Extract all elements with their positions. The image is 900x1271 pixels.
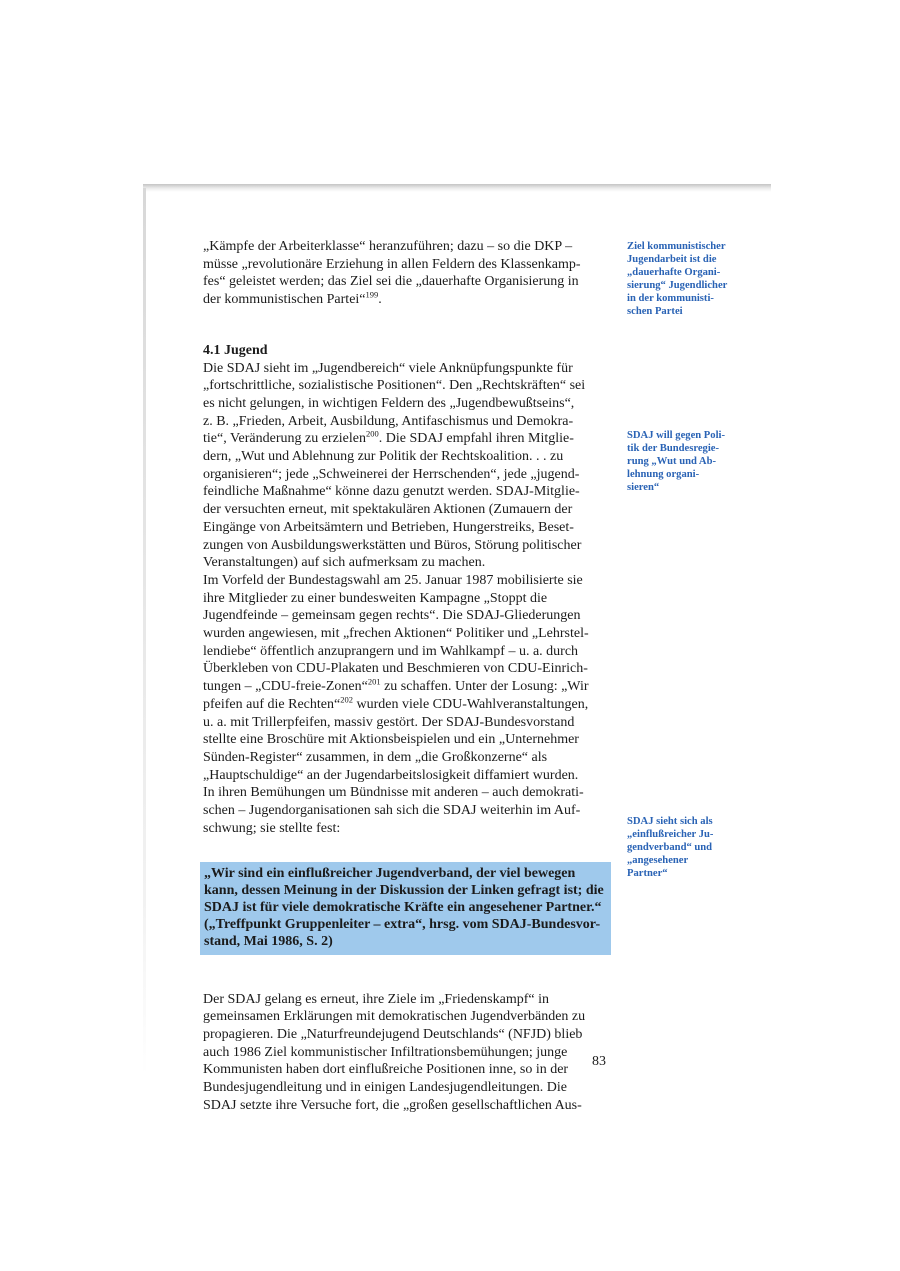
page-number: 83	[592, 1054, 606, 1069]
footnote-ref-201: 201	[367, 676, 381, 687]
paragraph-4: In ihren Bemühungen um Bündnisse mit anderen – auch demokrati- schen – Jugendorganisationen sah sich die SDAJ weiterhin im Auf- schwung; sie stellte fest:	[203, 785, 584, 836]
paragraph-3: Im Vorfeld der Bundestagswahl am 25. Januar 1987 mobilisierte sie ihre Mitglieder zu einer bundesweiten Kampagne „Stoppt die Jugendfeinde – gemeinsam gegen rechts“. Die SDAJ-Gliederungen wurden angewiesen, mit „frechen Aktionen“ Politiker und „Lehrstel- lendiebe“ öffentlich anzuprangern und im Wahlkampf – u. a. durch Überkleben von CDU-Plakaten und Beschmieren von CDU-Einrich- tungen – „CDU-freie-Zonen“$^{201}$ zu schaffen. Unter der Losung: „Wir pfeifen auf die Rechten“$^{202}$ wurden viele CDU-Wahlveranstaltungen, u. a. mit Trillerpfeifen, massiv gestört. Der SDAJ-Bundesvorstand stellte eine Broschüre mit Aktionsbeispielen und ein „Unternehmer Sünden-Register“ zusammen, in dem „die Großkonzerne“ als „Hauptschuldige“ an der Jugendarbeitslosigkeit diffamiert wurden.	[203, 572, 589, 783]
page-top-edge	[143, 184, 771, 192]
paragraph-2: Die SDAJ sieht im „Jugendbereich“ viele Anknüpfungspunkte für „fortschrittliche, sozialistische Positionen“. Den „Rechtskräften“ sei es nicht gelungen, in wichtigen Feldern des „Jugendbewußtseins“, z. B. „Frieden, Arbeit, Ausbildung, Antifaschismus und Demokra- tie“, Veränderung zu erzielen$^{200}$. Die SDAJ empfahl ihren Mitglie- dern, „Wut und Ablehnung zur Politik der Rechtskoalition. . . zu organisieren“; jede „Schweinerei der Herrschenden“, jede „jugend- feindliche Maßnahme“ könne dazu genutzt werden. SDAJ-Mitglie- der versuchten erneut, mit spektakulären Aktionen (Zumauern der Eingänge von Arbeitsämtern und Betrieben, Hungerstreiks, Beset- zungen von Ausbildungswerkstätten und Büros, Störung politischer Veranstaltungen) auf sich aufmerksam zu machen.	[203, 360, 586, 571]
paragraph-5: Der SDAJ gelang es erneut, ihre Ziele im „Friedenskampf“ in gemeinsamen Erklärungen mit demokratischen Jugendverbänden zu propagieren. Die „Naturfreundejugend Deutschlands“ (NFJD) blieb auch 1986 Ziel kommunistischer Infiltrationsbemühungen; junge Kommunisten haben dort einflußreiche Positionen inne, so in der Bundesjugendleitung und in einigen Landesjugendleitungen. Die SDAJ setzte ihre Versuche fort, die „großen gesellschaftlichen Aus-	[203, 991, 586, 1113]
margin-note-2: SDAJ will gegen Poli- tik der Bundesregie- rung „Wut und Ab- lehnung organi- sieren“	[627, 430, 725, 493]
paragraph-1: „Kämpfe der Arbeiterklasse“ heranzuführen; dazu – so die DKP – müsse „revolutionäre Erziehung in allen Feldern des Klassenkamp- fes“ geleistet werden; das Ziel sei die „dauerhafte Organisierung in der kommunistischen Partei“$^{199}$.	[203, 239, 581, 308]
footnote-ref-199: 199	[365, 289, 379, 300]
main-text-column	[203, 238, 608, 1114]
highlighted-quote: „Wir sind ein einflußreicher Jugendverband, der viel bewegen kann, dessen Meinung in der Diskussion der Linken gefragt ist; die SDAJ ist für viele demokratische Kräfte ein angesehener Partner.“ („Treffpunkt Gruppenleiter – extra“, hrsg. vom SDAJ-Bundesvor- stand, Mai 1986, S. 2)	[200, 862, 611, 955]
section-heading: 4.1 Jugend	[203, 342, 268, 358]
margin-note-3: SDAJ sieht sich als „einflußreicher Ju- gendverband“ und „angesehener Partner“	[627, 816, 714, 879]
page-left-edge	[143, 188, 146, 1076]
margin-note-1: Ziel kommunistischer Jugendarbeit ist die „dauerhafte Organi- sierung“ Jugendlicher in der kommunisti- schen Partei	[627, 241, 728, 317]
footnote-ref-202: 202	[340, 694, 353, 705]
footnote-ref-200: 200	[366, 428, 379, 439]
